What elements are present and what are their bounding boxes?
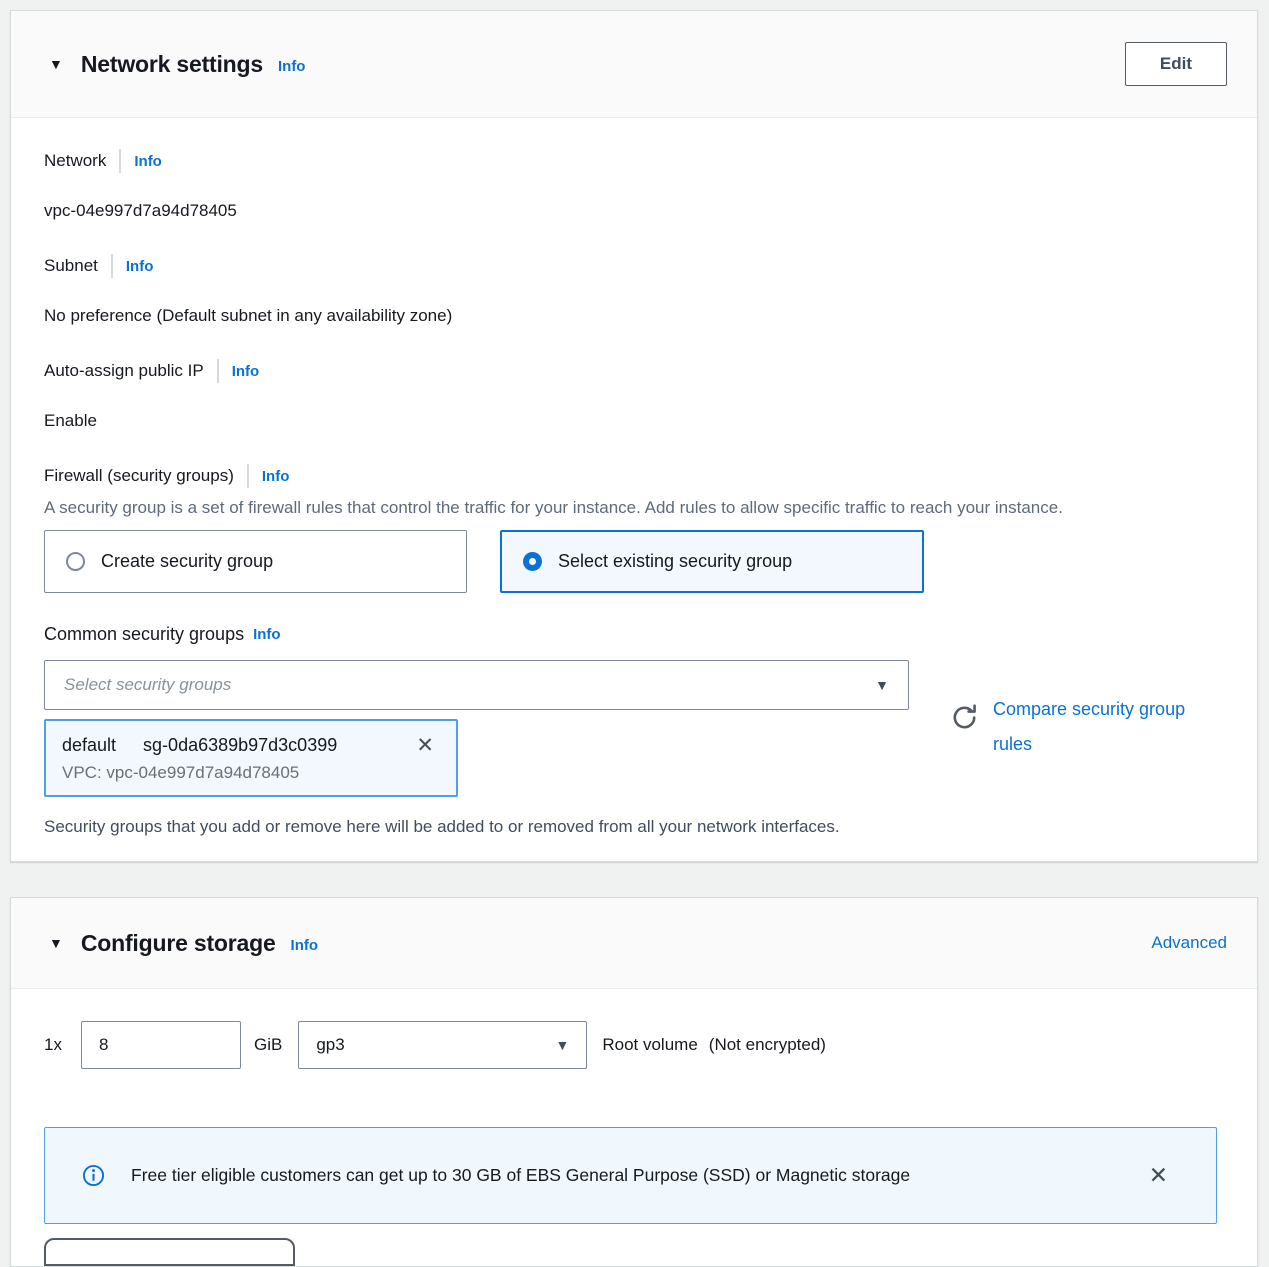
security-groups-main [44, 646, 909, 797]
dismiss-banner-icon[interactable]: ✕ [1148, 1162, 1168, 1189]
volume-encryption-label: (Not encrypted) [708, 1035, 826, 1055]
firewall-info-link[interactable]: Info [261, 467, 290, 485]
volume-name-label: Root volume [602, 1035, 698, 1055]
configure-storage-body [11, 989, 1257, 1266]
auto-assign-ip-field-label [44, 361, 1217, 381]
network-value: vpc-04e997d7a94d78405 [44, 201, 237, 221]
common-security-groups-info-link[interactable]: Info [253, 626, 281, 644]
label-divider [217, 359, 219, 383]
network-settings-panel [10, 10, 1258, 862]
volume-type-value: gp3 [316, 1035, 345, 1055]
label-divider [119, 149, 121, 173]
network-settings-title: Network settings [80, 51, 263, 78]
configure-storage-title: Configure storage [80, 930, 276, 957]
subnet-value: No preference (Default subnet in any availability zone) [44, 306, 453, 326]
volume-size-input[interactable] [81, 1021, 241, 1069]
radio-unselected-icon [66, 552, 85, 571]
auto-assign-ip-value: Enable [44, 411, 97, 431]
network-settings-info-link[interactable]: Info [277, 57, 306, 75]
auto-assign-ip-label: Auto-assign public IP [44, 361, 204, 381]
network-settings-header [11, 11, 1257, 118]
edit-button[interactable]: Edit [1125, 42, 1227, 86]
security-group-name: default [62, 735, 117, 756]
info-circle-icon [82, 1164, 105, 1187]
label-divider [247, 464, 249, 488]
remove-security-group-icon[interactable]: ✕ [416, 734, 434, 758]
chevron-down-icon: ▼ [555, 1037, 570, 1054]
configure-storage-panel [10, 897, 1258, 1267]
label-divider [111, 254, 113, 278]
select-existing-security-group-label: Select existing security group [558, 551, 793, 572]
common-security-groups-label: Common security groups [44, 624, 245, 645]
refresh-icon[interactable] [949, 702, 980, 733]
volume-type-select[interactable] [298, 1021, 587, 1069]
auto-assign-ip-info-link[interactable]: Info [231, 362, 260, 380]
free-tier-banner [44, 1127, 1217, 1224]
network-settings-body [11, 118, 1257, 861]
network-field-label [44, 151, 1217, 171]
select-existing-security-group-radio[interactable] [500, 530, 924, 593]
compare-security-group-rules-link[interactable]: Compare security group rules [993, 699, 1186, 755]
add-new-volume-button-partial[interactable] [44, 1238, 295, 1266]
volume-count-label: 1x [44, 1035, 62, 1055]
network-label: Network [44, 151, 107, 171]
firewall-description: A security group is a set of firewall rules that control the traffic for your instance. Add rules to allow specific traffic to reach your instance. [44, 498, 1063, 518]
subnet-label: Subnet [44, 256, 98, 276]
root-volume-row [44, 1021, 1217, 1069]
create-security-group-label: Create security group [101, 551, 274, 572]
radio-selected-icon [523, 552, 542, 571]
selected-security-group-token [44, 719, 458, 797]
configure-storage-header [11, 898, 1257, 989]
chevron-down-icon: ▼ [875, 677, 889, 694]
subnet-info-link[interactable]: Info [125, 257, 154, 275]
free-tier-banner-text: Free tier eligible customers can get up to 30 GB of EBS General Purpose (SSD) or Magnetic storage [131, 1165, 911, 1186]
security-groups-row [44, 646, 1217, 797]
subnet-field-label [44, 256, 1217, 276]
security-group-radio-tiles [44, 530, 1217, 593]
create-security-group-radio[interactable] [44, 530, 467, 593]
volume-description [602, 1035, 826, 1055]
security-group-id: sg-0da6389b97d3c0399 [143, 735, 338, 756]
volume-unit-label: GiB [254, 1035, 283, 1055]
collapse-caret-icon[interactable]: ▼ [49, 56, 63, 73]
security-groups-side [949, 646, 1188, 797]
firewall-field-label [44, 466, 1217, 486]
selected-security-group-line [62, 734, 440, 757]
network-info-link[interactable]: Info [134, 152, 162, 170]
advanced-link[interactable]: Advanced [1151, 933, 1227, 953]
security-groups-footnote: Security groups that you add or remove here will be added to or removed from all your network interfaces. [44, 817, 840, 837]
security-groups-select-placeholder: Select security groups [64, 675, 232, 695]
security-group-vpc: VPC: vpc-04e997d7a94d78405 [62, 763, 300, 783]
common-security-groups-field-label [44, 623, 1217, 646]
configure-storage-info-link[interactable]: Info [290, 936, 319, 954]
collapse-caret-icon[interactable]: ▼ [49, 935, 63, 952]
security-groups-select[interactable] [44, 660, 909, 710]
firewall-label: Firewall (security groups) [44, 466, 234, 486]
